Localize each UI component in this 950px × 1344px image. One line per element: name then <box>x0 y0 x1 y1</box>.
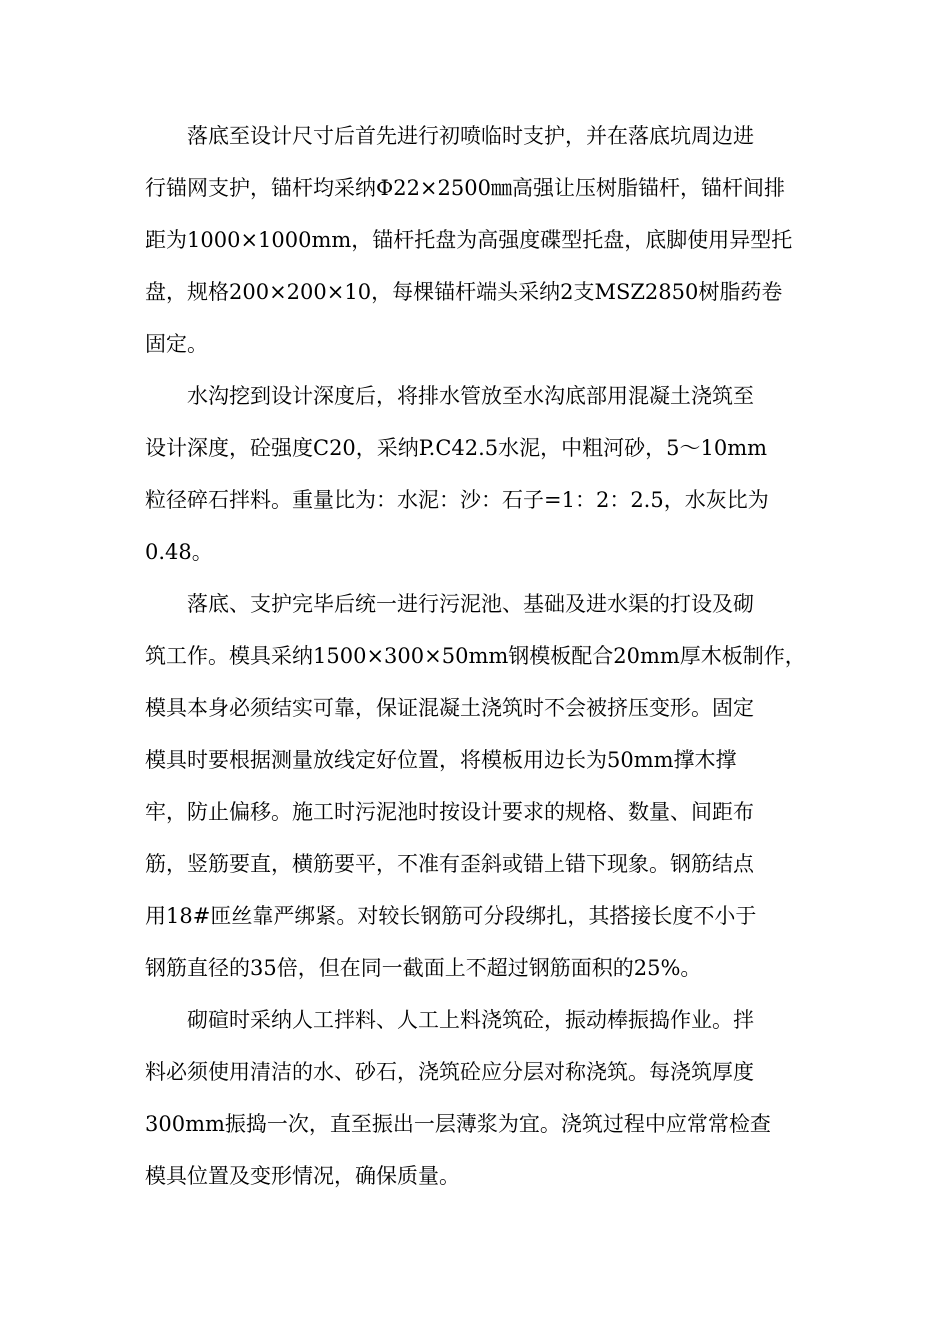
paragraph-line: 钢筋直径的35倍，但在同一截面上不超过钢筋面积的25%。 <box>145 956 702 980</box>
paragraph-line: 落底至设计尺寸后首先进行初喷临时支护，并在落底坑周边进 <box>187 124 754 148</box>
paragraph-2 <box>145 370 805 578</box>
paragraph-3 <box>145 578 805 994</box>
paragraph-4 <box>145 994 805 1202</box>
paragraph-1 <box>145 110 805 370</box>
paragraph-line: 模具位置及变形情况，确保质量。 <box>145 1164 460 1188</box>
paragraph-line: 行锚网支护，锚杆均采纳Φ22×2500㎜高强让压树脂锚杆，锚杆间排 <box>145 176 785 200</box>
paragraph-line: 水沟挖到设计深度后，将排水管放至水沟底部用混凝土浇筑至 <box>187 384 754 408</box>
paragraph-line: 筋，竖筋要直，横筋要平，不准有歪斜或错上错下现象。钢筋结点 <box>145 852 754 876</box>
paragraph-line: 牢，防止偏移。施工时污泥池时按设计要求的规格、数量、间距布 <box>145 800 754 824</box>
paragraph-line: 0.48。 <box>145 540 213 564</box>
paragraph-line: 粒径碎石拌料。重量比为：水泥：沙：石子=1：2：2.5，水灰比为 <box>145 488 769 512</box>
paragraph-line: 固定。 <box>145 332 208 356</box>
paragraph-line: 料必须使用清洁的水、砂石，浇筑砼应分层对称浇筑。每浇筑厚度 <box>145 1060 754 1084</box>
paragraph-line: 模具本身必须结实可靠，保证混凝土浇筑时不会被挤压变形。固定 <box>145 696 754 720</box>
paragraph-line: 距为1000×1000mm，锚杆托盘为高强度碟型托盘，底脚使用异型托 <box>145 228 793 252</box>
paragraph-line: 落底、支护完毕后统一进行污泥池、基础及进水渠的打设及砌 <box>187 592 754 616</box>
paragraph-line: 300mm振捣一次，直至振出一层薄浆为宜。浇筑过程中应常常检查 <box>145 1112 771 1136</box>
paragraph-line: 筑工作。模具采纳1500×300×50mm钢模板配合20mm厚木板制作， <box>145 644 806 668</box>
paragraph-line: 设计深度，砼强度C20，采纳P.C42.5水泥，中粗河砂，5～10mm <box>145 436 768 460</box>
paragraph-line: 盘，规格200×200×10，每棵锚杆端头采纳2支MSZ2850树脂药卷 <box>145 280 783 304</box>
document-body <box>145 110 805 1202</box>
paragraph-line: 用18#匝丝靠严绑紧。对较长钢筋可分段绑扎，其搭接长度不小于 <box>145 904 757 928</box>
paragraph-line: 砌碹时采纳人工拌料、人工上料浇筑砼，振动棒振捣作业。拌 <box>187 1008 754 1032</box>
paragraph-line: 模具时要根据测量放线定好位置，将模板用边长为50mm撑木撑 <box>145 748 737 772</box>
